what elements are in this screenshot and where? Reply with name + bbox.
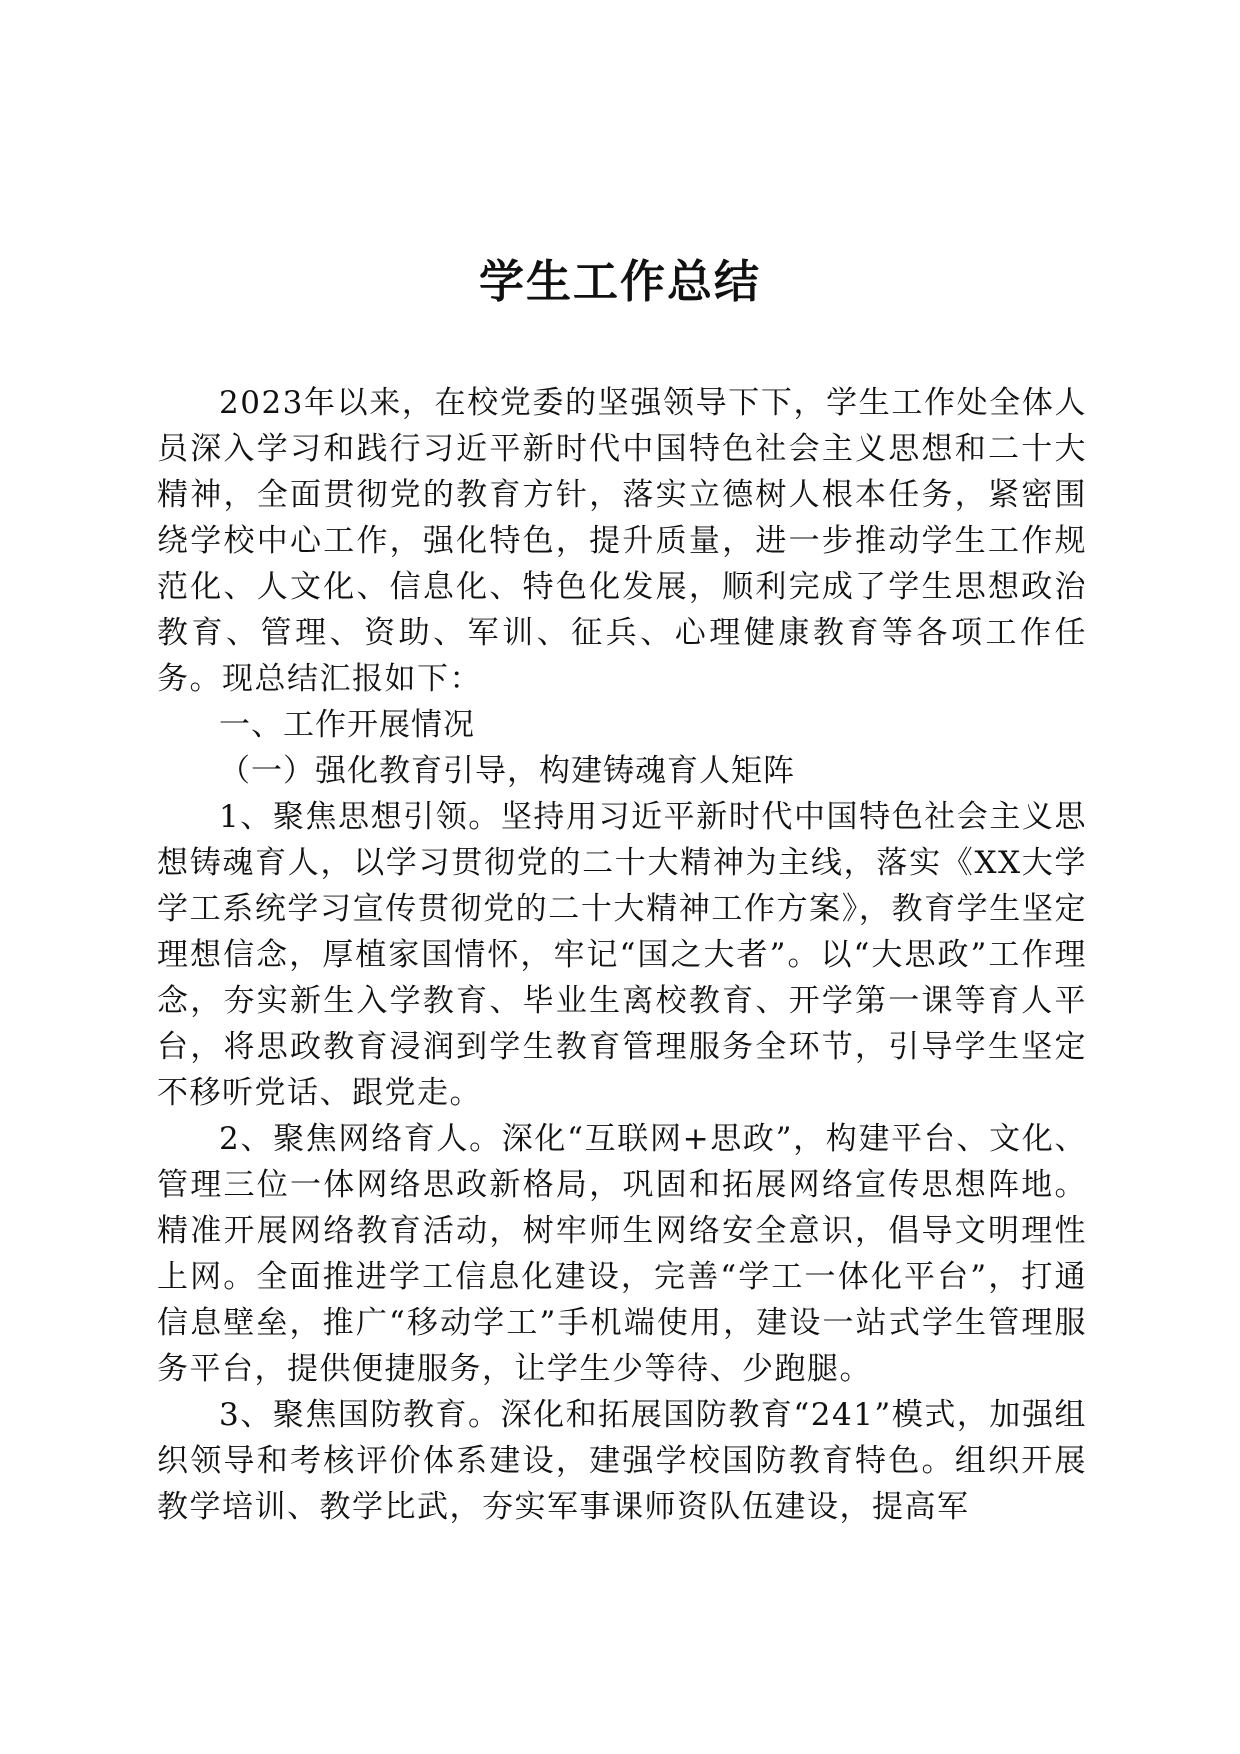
subsection-heading: （一）强化教育引导，构建铸魂育人矩阵: [219, 753, 795, 789]
item-paragraph-2: 2、聚焦网络育人。深化“互联网+思政”，构建平台、文化、管理三位一体网络思政新格局，巩固和拓展网络宣传思想阵地。精准开展网络教育活动，树牢师生网络安全意识，倡导文明理性上网。全面推进学工信息化建设，完善“学工一体化平台”，打通信息壁垒，推广“移动学工”手机端使用，建设一站式学生管理服务平台，提供便捷服务，让学生少等待、少跑腿。: [157, 1121, 1087, 1387]
item-paragraph-3: 3、聚焦国防教育。深化和拓展国防教育“241”模式，加强组织领导和考核评价体系建设，建强学校国防教育特色。组织开展教学培训、教学比武，夯实军事课师资队伍建设，提高军: [157, 1397, 1087, 1525]
document-title: 学生工作总结: [478, 255, 761, 308]
section-heading: 一、工作开展情况: [219, 707, 475, 743]
item-paragraph-1: 1、聚焦思想引领。坚持用习近平新时代中国特色社会主义思想铸魂育人，以学习贯彻党的二十大精神为主线，落实《XX大学学工系统学习宣传贯彻党的二十大精神工作方案》，教育学生坚定理想信念，厚植家国情怀，牢记“国之大者”。以“大思政”工作理念，夯实新生入学教育、毕业生离校教育、开学第一课等育人平台，将思政教育浸润到学生教育管理服务全环节，引导学生坚定不移听党话、跟党走。: [157, 799, 1087, 1111]
intro-paragraph: 2023年以来，在校党委的坚强领导下下，学生工作处全体人员深入学习和践行习近平新时代中国特色社会主义思想和二十大精神，全面贯彻党的教育方针，落实立德树人根本任务，紧密围绕学校中心工作，强化特色，提升质量，进一步推动学生工作规范化、人文化、信息化、特色化发展，顺利完成了学生思想政治教育、管理、资助、军训、征兵、心理健康教育等各项工作任务。现总结汇报如下：: [157, 385, 1087, 697]
document-body: [157, 380, 1087, 1530]
